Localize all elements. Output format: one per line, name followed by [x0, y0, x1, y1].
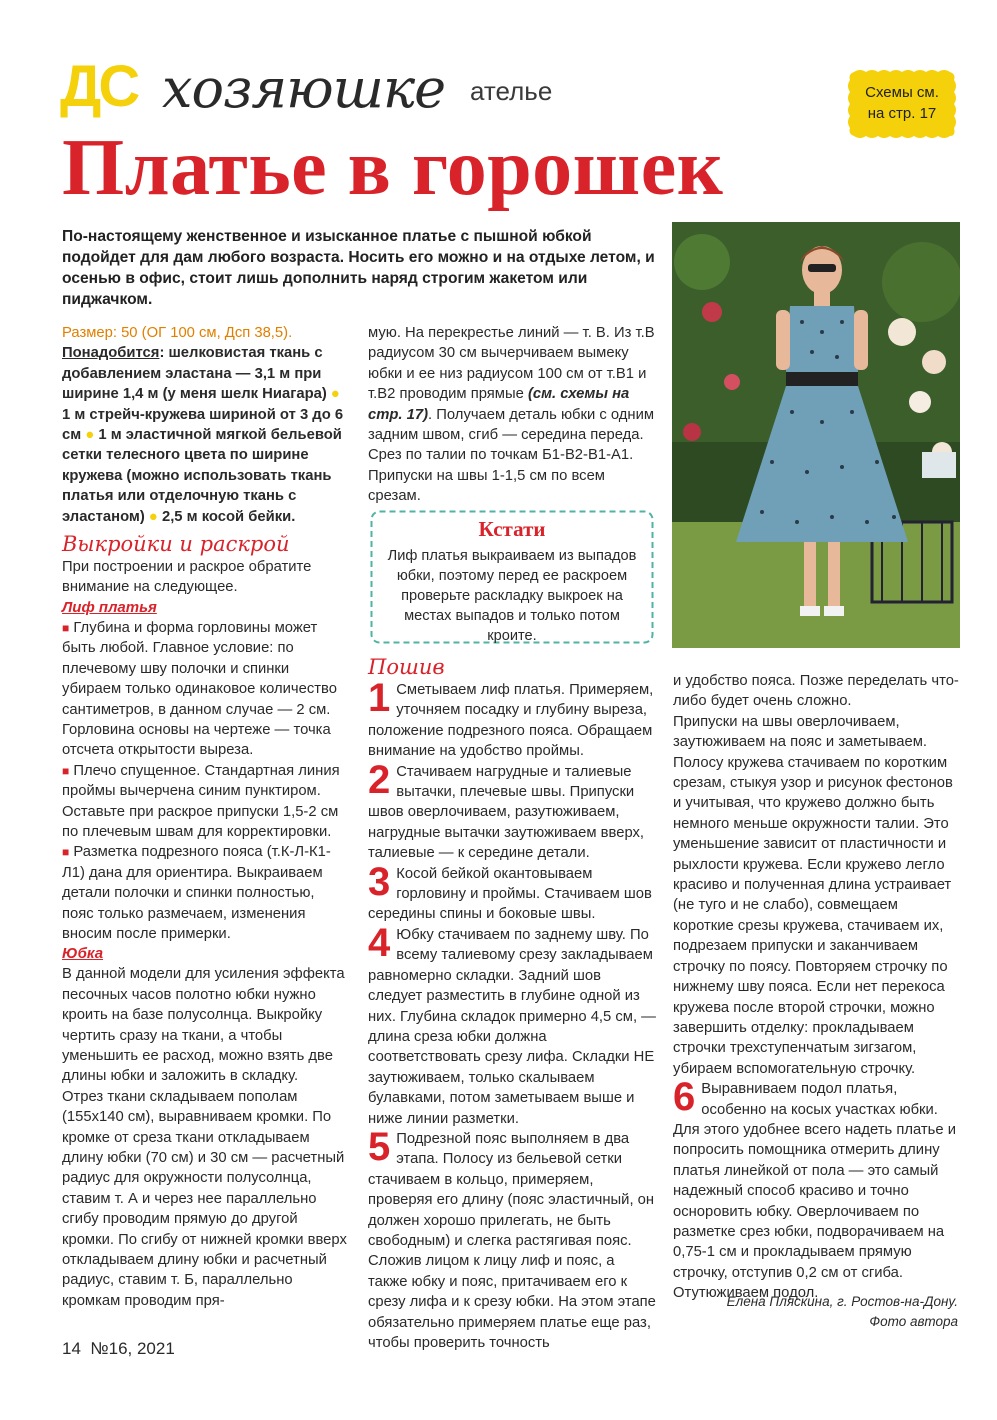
skirt-paragraph-2: Отрез ткани складываем пополам (155х140 см), выравниваем кромки. По кромке от среза ткани откладываем длину юбки (70 см) и 30 см — расчетный радиус для окружности полусолнца, ставим т. А и через нее параллельно сгибу проводим прямую до другой кромки. По сгибу от нижней кромки вверх откладываем длину юбки и расчетный радиус, ставим т. Б, параллельно кромкам проводим пря-: [62, 1088, 347, 1309]
bodice-heading: Лиф платья: [62, 598, 157, 616]
square-bullet-icon: ■: [62, 845, 70, 860]
finishing-paragraph: Припуски на швы оверлочиваем, заутюживаем на пояс и заметываем. Полосу кружева стачиваем по коротким срезам, стыкуя узор и рисунок фестонов и учитывая, что кружево должно быть немного меньше окружности талии. Это уменьшение зависит от пластичности и рыхлости кружева. Если кружево легло красиво и полученная длина устраивает (не туго и не слабо), совмещаем короткие срезы кружева, стачиваем их, подрезаем припуски и заканчиваем строчку по поясу. Повторяем строчку по нижнему шву пояса. Если нет перекоса кружева после второй строчки, можно завершить отделку: прокладываем строчки трехступенчатым зигзагом, убираем вспомогательную строчку.: [673, 713, 953, 1077]
step-1: [368, 676, 656, 762]
bodice-item-2: [62, 761, 350, 843]
materials-label: Понадобится: [62, 345, 160, 362]
step-number: 3: [368, 859, 391, 904]
bodice-item-3-text: Разметка подрезного пояса (т.К-Л-К1-Л1) дана для ориентира. Выкраиваем детали полочки и спинки полностью, пояс только размечаем, изменения вносим после примерки.: [62, 844, 331, 942]
step-4: [368, 920, 656, 1129]
skirt-paragraph-1: В данной модели для усиления эффекта песочных часов полотно юбки нужно кроить на базе полусолнца. Выкройку чертить сразу на ткани, а чтобы уменьшить ее расход, можно взять две длины юбки и заложить в складку.: [62, 966, 345, 1085]
magazine-logo: ДС: [60, 54, 138, 119]
step-text: Юбку стачиваем по заднему шву. По всему талиевому срезу закладываем равномерно складки. Задний шов следует разместить в глубине одной из них. Глубина складок примерно 4,5 см, — длина среза юбки должна соответствовать срезу лифа. Складки НЕ заутюживаем, только скалываем булавками, потом заметываем выше и ниже линии разметки.: [368, 926, 656, 1127]
subsection-title: ателье: [470, 76, 553, 106]
step-3: [368, 859, 656, 925]
column-3: [673, 671, 961, 1304]
step-number: 4: [368, 920, 391, 965]
bodice-item-1: [62, 618, 350, 761]
skirt-heading: Юбка: [62, 945, 104, 963]
dot-bullet-icon: ●: [148, 508, 158, 525]
step-number: 1: [368, 676, 391, 720]
material-4: 2,5 м косой бейки.: [157, 508, 296, 525]
material-2: 1 м стрейч-кружева шириной от 3 до 6 см: [62, 406, 344, 444]
page-folio: [62, 1340, 175, 1357]
dot-bullet-icon: ●: [330, 386, 340, 403]
badge-line-1: Схемы см.: [865, 84, 939, 101]
step-6: [673, 1075, 961, 1303]
schemes-reference: (см. схемы на стр. 17): [368, 386, 630, 423]
dot-bullet-icon: ●: [85, 427, 95, 444]
page-number: 14: [62, 1339, 81, 1358]
lead-paragraph: По-настоящему женственное и изысканное платье с пышной юбкой подойдет для дам любого возраста. Носить его можно и на отдыхе летом, и осенью в офис, стоит лишь дополнить наряд строгим жакетом или пиджачком.: [62, 228, 655, 308]
square-bullet-icon: ■: [62, 763, 70, 778]
badge-line-2: на стр. 17: [867, 105, 937, 122]
step-5-continued: и удобство пояса. Позже переделать что-либо будет очень сложно.: [673, 673, 959, 710]
cutting-intro: При построении и раскрое обратите внимание на следующее.: [62, 559, 312, 596]
bodice-item-3: [62, 842, 350, 944]
materials-list: [62, 343, 350, 527]
bodice-item-2-text: Плечо спущенное. Стандартная линия проймы вычерчена синим пунктиром. Оставьте при раскрое припуски 1,5-2 см по плечевым швам для корректировки.: [62, 762, 340, 840]
skirt-continued-text: мую. На перекрестье линий — т. В. Из т.В радиусом 30 см вычерчиваем вымеку юбки и ее низ радиусом 100 см от т.В1 и т.В2 проводим прямые: [368, 325, 655, 403]
skirt-paragraph-continued: [368, 323, 656, 507]
step-text: Косой бейкой окантовываем горловину и проймы. Стачиваем шов середины спины и боковые швы.: [368, 865, 652, 923]
material-3: 1 м эластичной мягкой бельевой сетки телесного цвета по ширине кружева (можно использовать ткань платья или отделочную ткань с эластаном): [62, 427, 342, 525]
step-text: Подрезной пояс выполняем в два этапа. Полосу из бельевой сетки стачиваем в кольцо, примеряем, проверяя его длину (пояс эластичный, он должен хорошо прилегать, не быть свободным) и слегка растягивая пояс. Сложив лицом к лицу лиф и пояс, а также юбку и пояс, притачиваем его к срезу лифа и к срезу юбки. На этом этапе обязательно примеряем платье еще раз, чтобы проверить точность: [368, 1130, 656, 1351]
material-1: : шелковистая ткань с добавлением эластана — 3,1 м при ширине 1,4 м (у меня шелк Ниагара): [62, 345, 327, 403]
sewing-section: [368, 650, 656, 1353]
step-2: [368, 757, 656, 864]
credits: [600, 1292, 958, 1332]
by-the-way-text: Лиф платья выкраиваем из выпадов юбки, поэтому перед ее раскроем проверьте раскладку выкроек на местах выпадов и только потом кроите.: [387, 548, 637, 644]
step-text: Стачиваем нагрудные и талиевые вытачки, плечевые швы. Припуски швов оверлочиваем, разутюживаем, нагрудные вытачки заутюживаем вверх, талиевые — к середине детали.: [368, 763, 645, 862]
step-text: Выравниваем подол платья, особенно на косых участках юбки. Для этого удобнее всего надеть платье и попросить помощника отмерить длину платья линейкой от пола — это самый надежный способ красиво и точно осноровить юбку. Оверлочиваем по разметке срез юбки, подворачиваем на 0,75-1 см и прокладываем прямую строчку, отступив 0,2 см от сгиба. Отутюживаем подол.: [673, 1081, 956, 1302]
skirt-continued-tail: . Получаем деталь юбки с одним задним швом, сгиб — середина переда. Срез по талии по точкам Б1-В2-В1-А1. Припуски на швы 1-1,5 см по всем срезам.: [368, 406, 655, 505]
step-number: 6: [673, 1075, 696, 1120]
step-number: 2: [368, 757, 391, 802]
size-line: Размер: 50 (ОГ 100 см, Дсп 38,5).: [62, 325, 293, 341]
schemes-badge: [846, 68, 958, 140]
by-the-way-box: [370, 510, 654, 644]
sewing-heading: Пошив: [368, 655, 445, 679]
dress-photo: [672, 222, 960, 648]
step-number: 5: [368, 1124, 391, 1169]
photo-credit: Фото автора: [869, 1314, 958, 1329]
cutting-heading: Выкройки и раскрой: [62, 532, 290, 557]
square-bullet-icon: ■: [62, 620, 70, 635]
section-title: хозяюшке: [162, 57, 446, 120]
column-1: [62, 323, 350, 1311]
step-text: Сметываем лиф платья. Примеряем, уточняем посадку и глубину выреза, положение подрезного пояса. Обращаем внимание на удобство проймы.: [368, 682, 654, 760]
author-credit: Елена Пляскина, г. Ростов-на-Дону.: [726, 1294, 958, 1309]
article-title: Платье в горошек: [62, 124, 724, 212]
by-the-way-title: Кстати: [478, 517, 546, 541]
column-2: [368, 323, 656, 507]
issue-number: №16, 2021: [90, 1339, 175, 1358]
bodice-item-1-text: Глубина и форма горловины может быть любой. Главное условие: по плечевому шву полочки и спинки убираем только одинаковое количество сантиметров, в данном случае — 2 см. Горловина основы на чертеже — точка отсчета открытости выреза.: [62, 619, 337, 759]
